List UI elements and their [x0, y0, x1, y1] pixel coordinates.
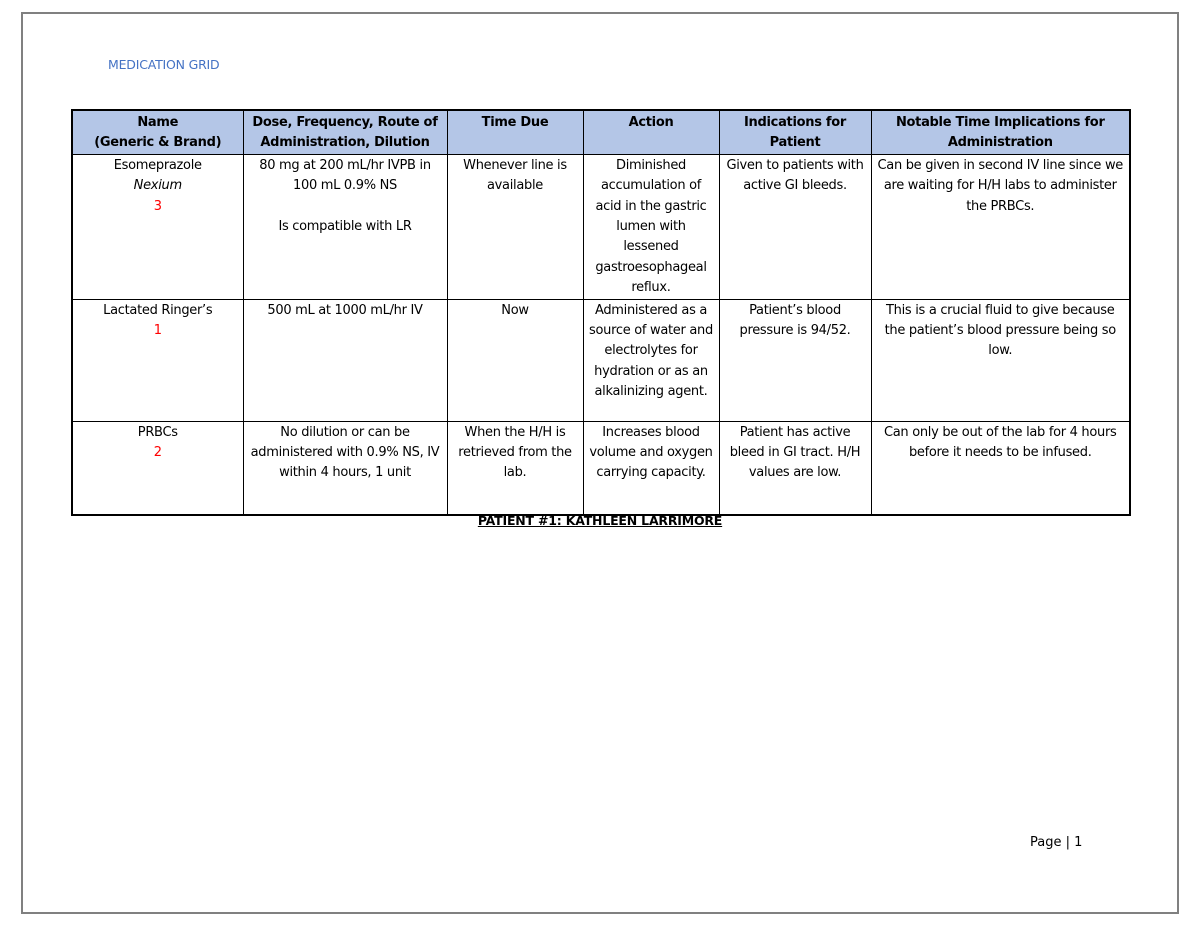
cell-name [72, 299, 243, 421]
generic-name: PRBCs [137, 424, 178, 440]
priority-number: 1 [153, 323, 162, 339]
cell-action: Administered as a source of water and electrolytes for hydration or as an alkalinizing agent. [583, 299, 719, 421]
cell-indications: Given to patients with active GI bleeds. [719, 154, 871, 299]
brand-name: Nexium [133, 178, 182, 194]
cell-implications: Can be given in second IV line since we are waiting for H/H labs to administer the PRBCs. [871, 154, 1130, 299]
medication-grid-table [71, 109, 1131, 516]
cell-dose: 500 mL at 1000 mL/hr IV [243, 299, 447, 421]
cell-implications: This is a crucial fluid to give because the patient’s blood pressure being so low. [871, 299, 1130, 421]
header-indications: Indications for Patient [719, 110, 871, 154]
generic-name: Lactated Ringer’s [103, 302, 213, 318]
page-number: Page | 1 [1030, 835, 1083, 850]
priority-number: 3 [153, 198, 162, 214]
cell-name [72, 154, 243, 299]
cell-dose: No dilution or can be administered with 0.9% NS, IV within 4 hours, 1 unit [243, 421, 447, 515]
header-time-due: Time Due [447, 110, 583, 154]
cell-action: Diminished accumulation of acid in the gastric lumen with lessened gastroesophageal reflux. [583, 154, 719, 299]
cell-implications: Can only be out of the lab for 4 hours before it needs to be infused. [871, 421, 1130, 515]
generic-name: Esomeprazole [113, 157, 202, 173]
table-row [72, 421, 1130, 515]
cell-time-due: When the H/H is retrieved from the lab. [447, 421, 583, 515]
cell-indications: Patient’s blood pressure is 94/52. [719, 299, 871, 421]
header-name: Name (Generic & Brand) [72, 110, 243, 154]
cell-time-due: Whenever line is available [447, 154, 583, 299]
patient-caption [0, 513, 1200, 528]
header-implications: Notable Time Implications for Administration [871, 110, 1130, 154]
cell-indications: Patient has active bleed in GI tract. H/H values are low. [719, 421, 871, 515]
priority-number: 2 [153, 445, 162, 461]
dose-note: Is compatible with LR [278, 218, 412, 234]
header-action: Action [583, 110, 719, 154]
cell-time-due: Now [447, 299, 583, 421]
table-header-row [72, 110, 1130, 154]
table-row [72, 299, 1130, 421]
cell-name [72, 421, 243, 515]
table-row [72, 154, 1130, 299]
cell-dose [243, 154, 447, 299]
dose-text: 80 mg at 200 mL/hr IVPB in 100 mL 0.9% NS [259, 157, 431, 194]
header-dose: Dose, Frequency, Route of Administration, Dilution [243, 110, 447, 154]
cell-action: Increases blood volume and oxygen carrying capacity. [583, 421, 719, 515]
document-title: MEDICATION GRID [108, 57, 220, 72]
patient-caption-text: PATIENT #1: KATHLEEN LARRIMORE [477, 513, 723, 528]
